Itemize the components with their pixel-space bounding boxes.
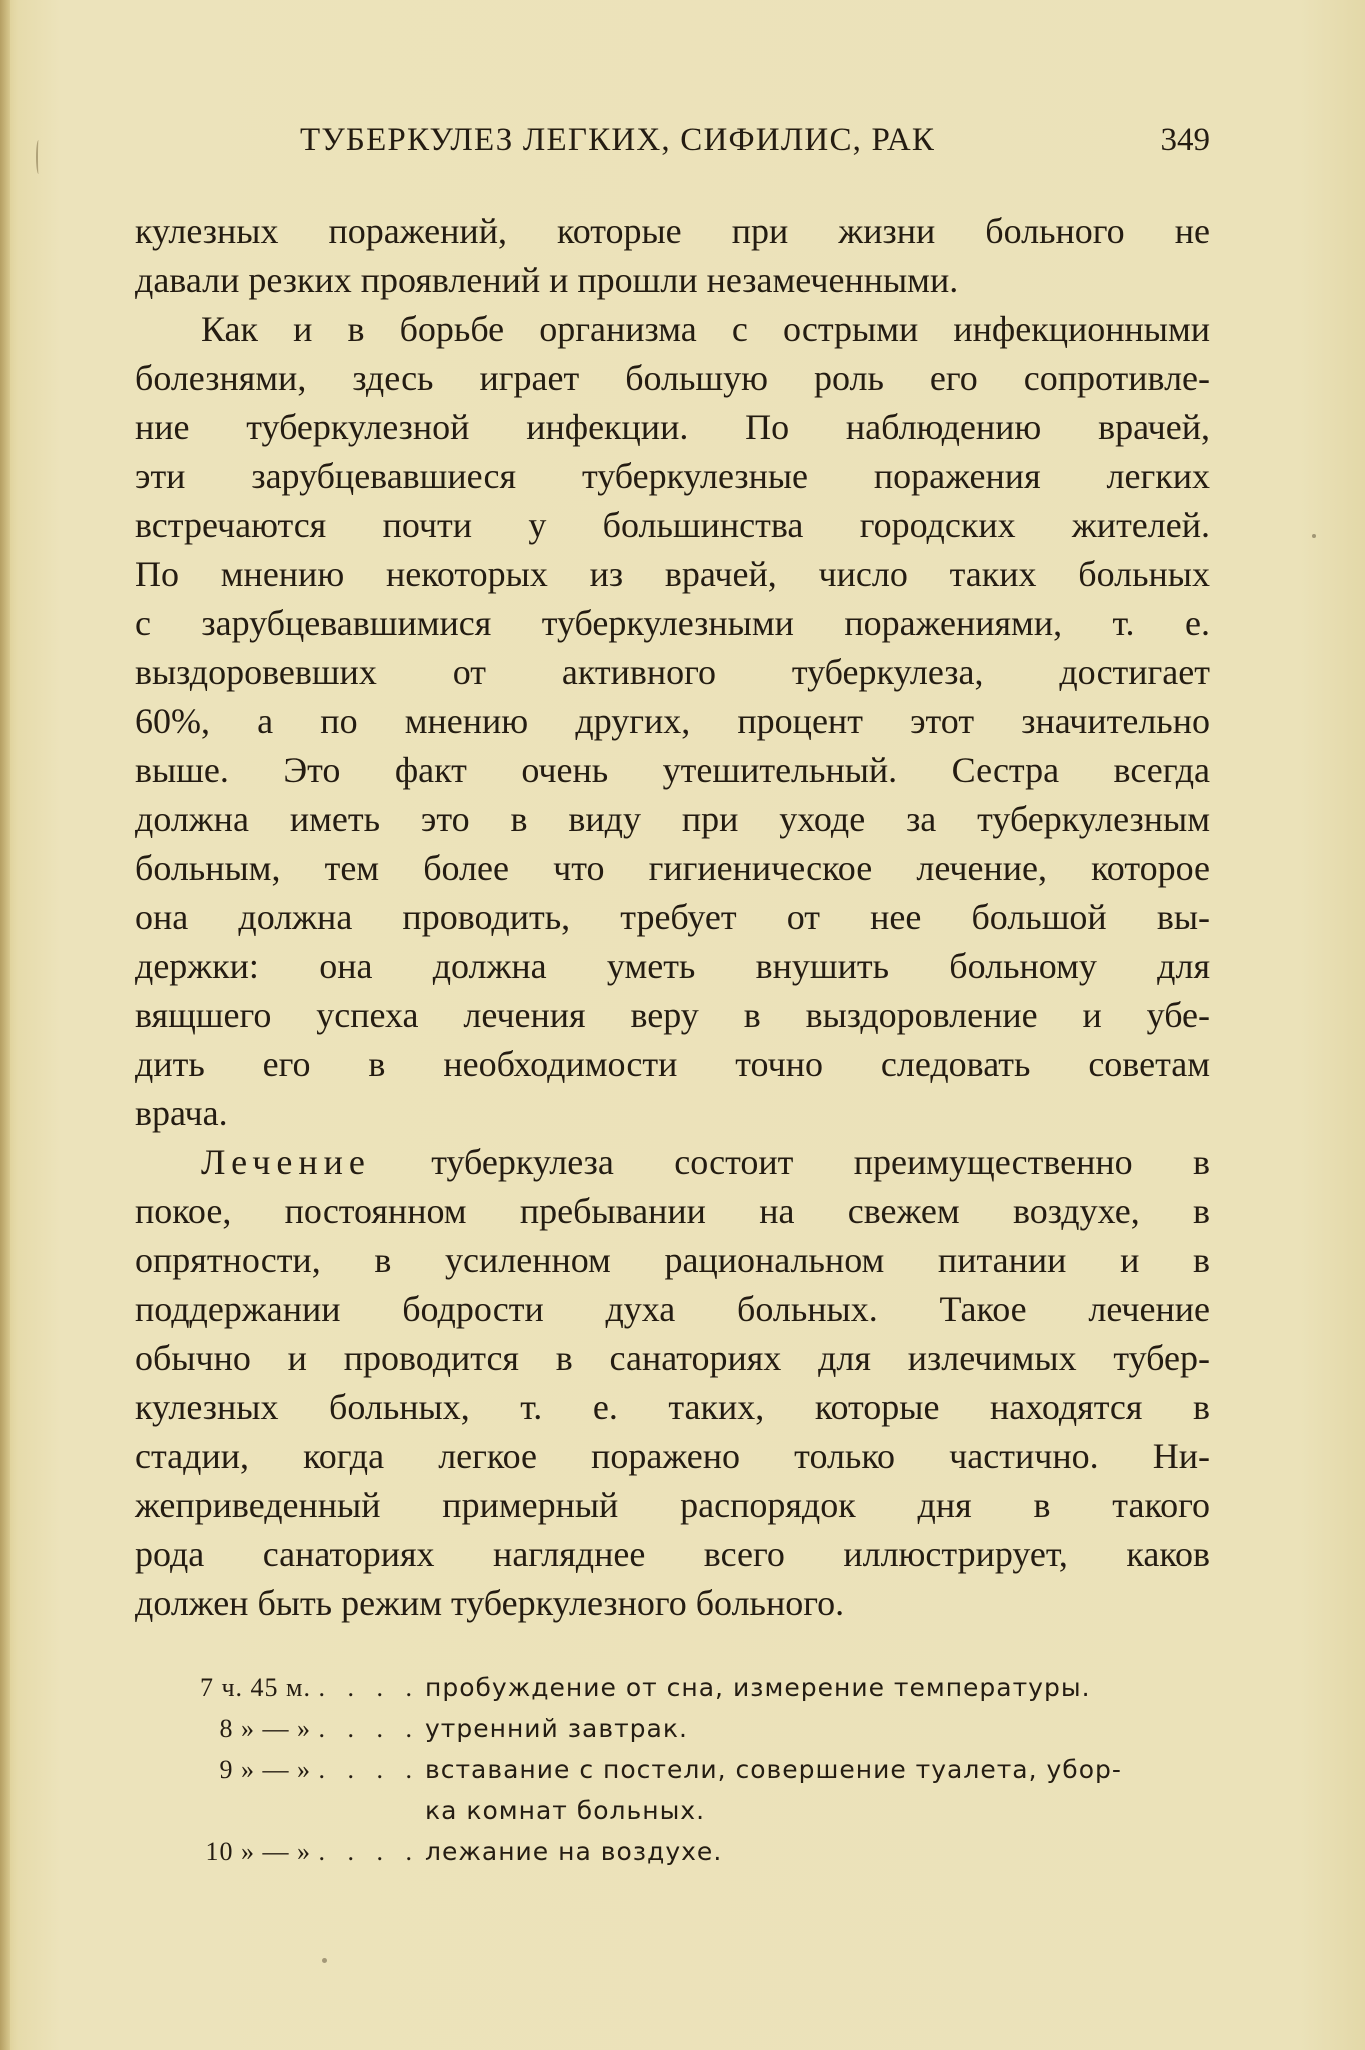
text-line: выше. Это факт очень утешительный. Сестра всегда xyxy=(135,750,1210,790)
text-line: с зарубцевавшимися туберкулезными поражениями, т. е. xyxy=(135,603,1210,643)
spaced-emphasis: Лечение xyxy=(201,1142,371,1182)
schedule-time xyxy=(135,1749,420,1790)
schedule-activity-continuation: ка комнат больных. xyxy=(425,1796,706,1825)
schedule-time-value: 10 » — » xyxy=(205,1837,311,1866)
text-line: рода санаториях нагляднее всего иллюстрирует, каков xyxy=(135,1534,1210,1574)
schedule-time xyxy=(135,1708,420,1749)
text-line: опрятности, в усиленном рациональном питании и в xyxy=(135,1240,1210,1280)
text-line: кулезных поражений, которые при жизни больного не xyxy=(135,211,1210,251)
text-line: По мнению некоторых из врачей, число таких больных xyxy=(135,554,1210,594)
text-line: держки: она должна уметь внушить больному для xyxy=(135,946,1210,986)
schedule-row xyxy=(135,1749,1220,1790)
paragraph-first-line: Как и в борьбе организма с острыми инфекционными xyxy=(201,309,1210,349)
schedule-row xyxy=(135,1831,1220,1872)
paragraph-first-line xyxy=(135,1138,1210,1187)
schedule-time-value: 8 » — » xyxy=(219,1714,311,1743)
page-left-edge xyxy=(0,0,10,2050)
schedule-dots: . . . . xyxy=(318,1673,420,1702)
paper-speck xyxy=(1312,534,1316,538)
text-line: жеприведенный примерный распорядок дня в такого xyxy=(135,1485,1210,1525)
text-line: эти зарубцевавшиеся туберкулезные поражения легких xyxy=(135,456,1210,496)
paper-speck xyxy=(322,1958,327,1963)
text-line: болезнями, здесь играет большую роль его сопротивле- xyxy=(135,358,1210,398)
schedule-activity: лежание на воздухе. xyxy=(425,1837,723,1866)
schedule-time-value: 7 ч. 45 м. xyxy=(199,1673,311,1702)
schedule-row xyxy=(135,1708,1220,1749)
text-line: выздоровевших от активного туберкулеза, достигает xyxy=(135,652,1210,692)
schedule-time-value: 9 » — » xyxy=(219,1755,311,1784)
margin-mark xyxy=(36,140,41,174)
text-line: она должна проводить, требует от нее большой вы- xyxy=(135,897,1210,937)
text-line: врача. xyxy=(135,1093,228,1133)
text-line: больным, тем более что гигиеническое лечение, которое xyxy=(135,848,1210,888)
daily-schedule xyxy=(135,1667,1220,1872)
text-line: вящшего успеха лечения веру в выздоровление и убе- xyxy=(135,995,1210,1035)
text-line: кулезных больных, т. е. таких, которые находятся в xyxy=(135,1387,1210,1427)
schedule-dots: . . . . xyxy=(318,1714,420,1743)
schedule-activity: вставание с постели, совершение туалета, убор- xyxy=(425,1755,1122,1784)
schedule-time xyxy=(135,1667,420,1708)
text-line: поддержании бодрости духа больных. Такое лечение xyxy=(135,1289,1210,1329)
text-line: покое, постоянном пребывании на свежем воздухе, в xyxy=(135,1191,1210,1231)
text-line: 60%, а по мнению других, процент этот значительно xyxy=(135,701,1210,741)
running-header-title: ТУБЕРКУЛЕЗ ЛЕГКИХ, СИФИЛИС, РАК xyxy=(300,122,936,158)
text-line: давали резких проявлений и прошли незамеченными. xyxy=(135,260,959,300)
schedule-activity: утренний завтрак. xyxy=(425,1714,688,1743)
schedule-dots: . . . . xyxy=(318,1837,420,1866)
body-text xyxy=(135,207,1210,1628)
text-line: стадии, когда легкое поражено только частично. Ни- xyxy=(135,1436,1210,1476)
schedule-dots: . . . . xyxy=(318,1755,420,1784)
text-line: дить его в необходимости точно следовать советам xyxy=(135,1044,1210,1084)
text-line: должен быть режим туберкулезного больного. xyxy=(135,1583,845,1623)
schedule-time xyxy=(135,1831,420,1872)
page-number: 349 xyxy=(1160,122,1210,158)
text-line: обычно и проводится в санаториях для излечимых тубер- xyxy=(135,1338,1210,1378)
text-line: встречаются почти у большинства городских жителей. xyxy=(135,505,1210,545)
text-fragment: туберкулеза состоит преимущественно в xyxy=(431,1142,1210,1182)
text-line: должна иметь это в виду при уходе за туберкулезным xyxy=(135,799,1210,839)
schedule-row xyxy=(135,1667,1220,1708)
text-line: ние туберкулезной инфекции. По наблюдению врачей, xyxy=(135,407,1210,447)
running-header xyxy=(135,122,1210,166)
schedule-continuation xyxy=(135,1790,1220,1831)
schedule-activity: пробуждение от сна, измерение температуры. xyxy=(425,1673,1091,1702)
